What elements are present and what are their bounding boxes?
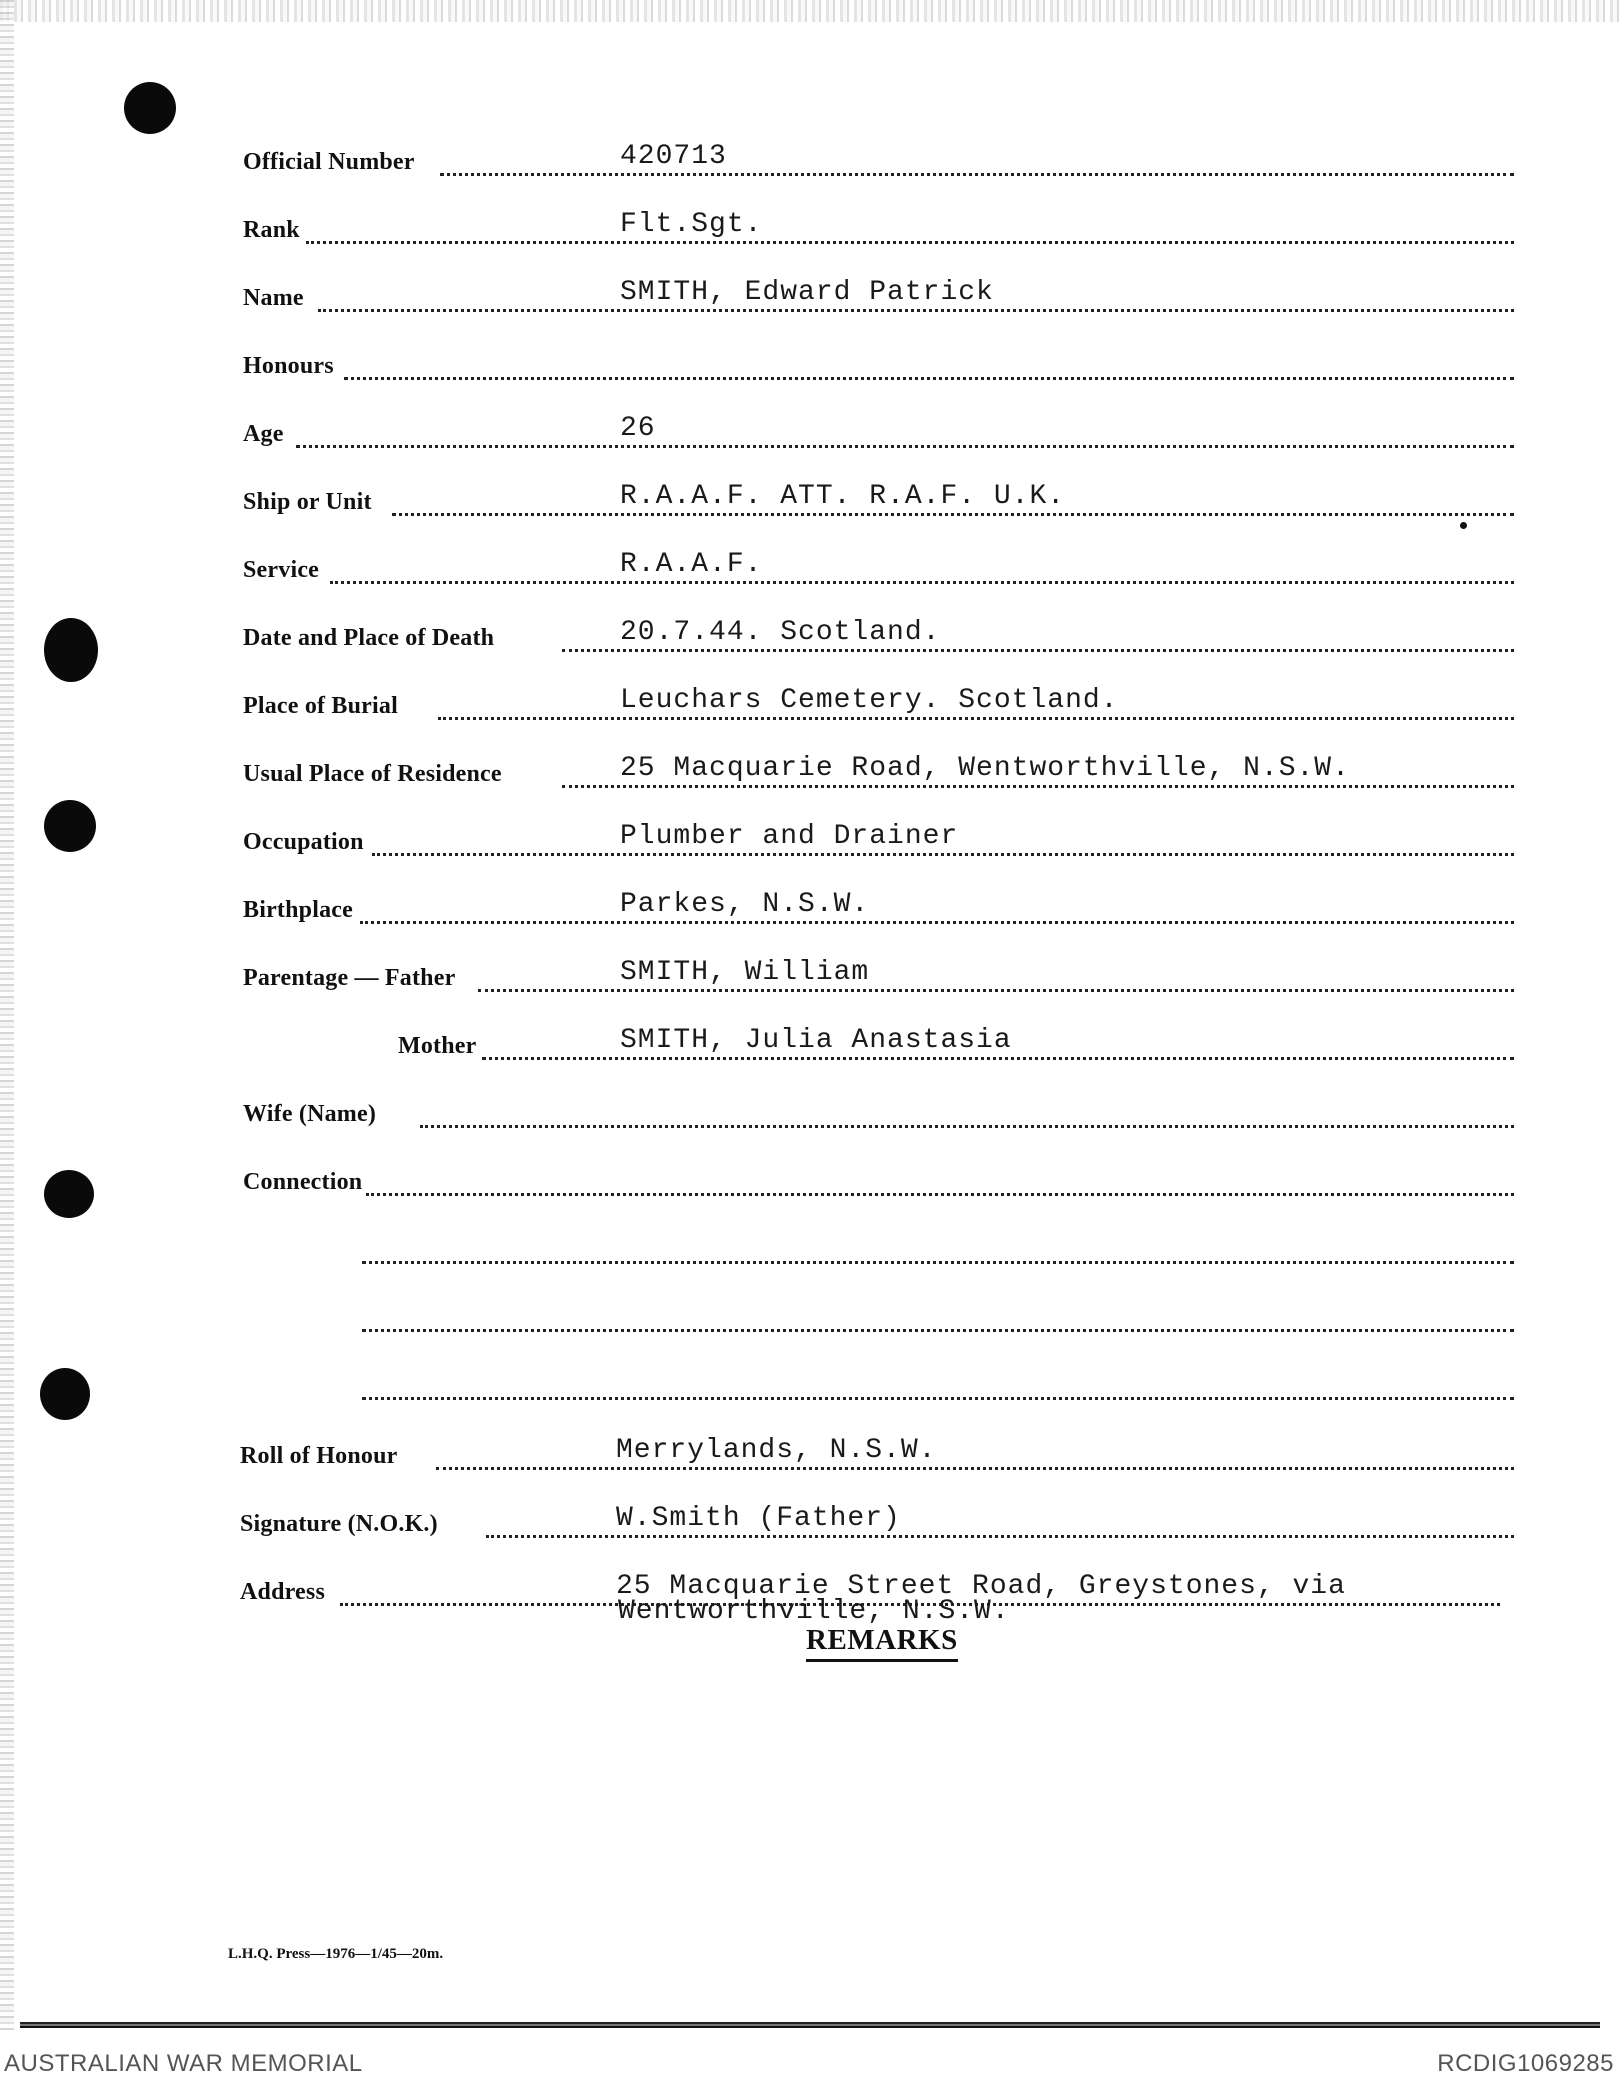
dotted-line	[562, 649, 1514, 652]
field-value: 25 Macquarie Road, Wentworthville, N.S.W.	[620, 753, 1350, 784]
dotted-line	[360, 921, 1514, 924]
dotted-line	[296, 445, 1514, 448]
field-value: SMITH, Edward Patrick	[620, 277, 994, 308]
dotted-line	[438, 717, 1514, 720]
punch-hole	[44, 800, 96, 852]
dotted-line	[420, 1125, 1514, 1128]
dotted-line	[562, 785, 1514, 788]
punch-hole	[124, 82, 176, 134]
field-label: Mother	[398, 1033, 477, 1059]
address-value-line2: Wentworthville, N.S.W.	[618, 1596, 1010, 1627]
punch-hole	[44, 1170, 94, 1218]
field-label: Signature (N.O.K.)	[240, 1511, 438, 1537]
field-value: 20.7.44. Scotland.	[620, 617, 941, 648]
dotted-line	[482, 1057, 1514, 1060]
field-value: Merrylands, N.S.W.	[616, 1435, 937, 1466]
dotted-line	[362, 1329, 1514, 1332]
field-label: Address	[240, 1579, 325, 1605]
bottom-rule	[20, 2022, 1600, 2028]
ink-speck	[1460, 522, 1467, 529]
field-label: Honours	[243, 353, 334, 379]
field-label: Service	[243, 557, 320, 583]
scan-edge-top	[0, 0, 1620, 22]
remarks-heading: REMARKS	[806, 1624, 958, 1662]
field-label: Parentage — Father	[243, 965, 456, 991]
printer-code: L.H.Q. Press—1976—1/45—20m.	[228, 1946, 444, 1962]
field-label: Usual Place of Residence	[243, 761, 502, 787]
field-value: Leuchars Cemetery. Scotland.	[620, 685, 1119, 716]
dotted-line	[362, 1397, 1514, 1400]
punch-hole	[44, 618, 98, 682]
punch-hole	[40, 1368, 90, 1420]
field-value: Flt.Sgt.	[620, 209, 763, 240]
field-value: R.A.A.F. ATT. R.A.F. U.K.	[620, 481, 1066, 512]
field-label: Rank	[243, 217, 300, 243]
dotted-line	[486, 1535, 1514, 1538]
field-label: Place of Burial	[243, 693, 398, 719]
field-label: Roll of Honour	[240, 1443, 398, 1469]
dotted-line	[392, 513, 1514, 516]
field-label: Wife (Name)	[243, 1101, 377, 1127]
field-label: Age	[243, 421, 284, 447]
field-label: Connection	[243, 1169, 363, 1195]
archive-institution-label: AUSTRALIAN WAR MEMORIAL	[4, 2050, 363, 2077]
scan-edge-left	[0, 0, 14, 2030]
dotted-line	[318, 309, 1514, 312]
dotted-line	[306, 241, 1514, 244]
field-value: 25 Macquarie Street Road, Greystones, via	[616, 1571, 1346, 1602]
dotted-line	[478, 989, 1514, 992]
field-label: Occupation	[243, 829, 364, 855]
field-label: Ship or Unit	[243, 489, 372, 515]
field-value: Plumber and Drainer	[620, 821, 959, 852]
field-value: 420713	[620, 141, 727, 172]
field-value: Parkes, N.S.W.	[620, 889, 870, 920]
field-label: Official Number	[243, 149, 415, 175]
dotted-line	[440, 173, 1514, 176]
dotted-line	[366, 1193, 1514, 1196]
field-label: Birthplace	[243, 897, 353, 923]
field-label: Date and Place of Death	[243, 625, 495, 651]
dotted-line	[362, 1261, 1514, 1264]
archive-reference-number: RCDIG1069285	[1437, 2050, 1614, 2077]
field-value: SMITH, William	[620, 957, 870, 988]
field-value: W.Smith (Father)	[616, 1503, 901, 1534]
dotted-line	[372, 853, 1514, 856]
field-value: 26	[620, 413, 656, 444]
dotted-line	[436, 1467, 1514, 1470]
dotted-line	[344, 377, 1514, 380]
field-value: SMITH, Julia Anastasia	[620, 1025, 1012, 1056]
field-value: R.A.A.F.	[620, 549, 763, 580]
dotted-line	[330, 581, 1514, 584]
field-label: Name	[243, 285, 304, 311]
